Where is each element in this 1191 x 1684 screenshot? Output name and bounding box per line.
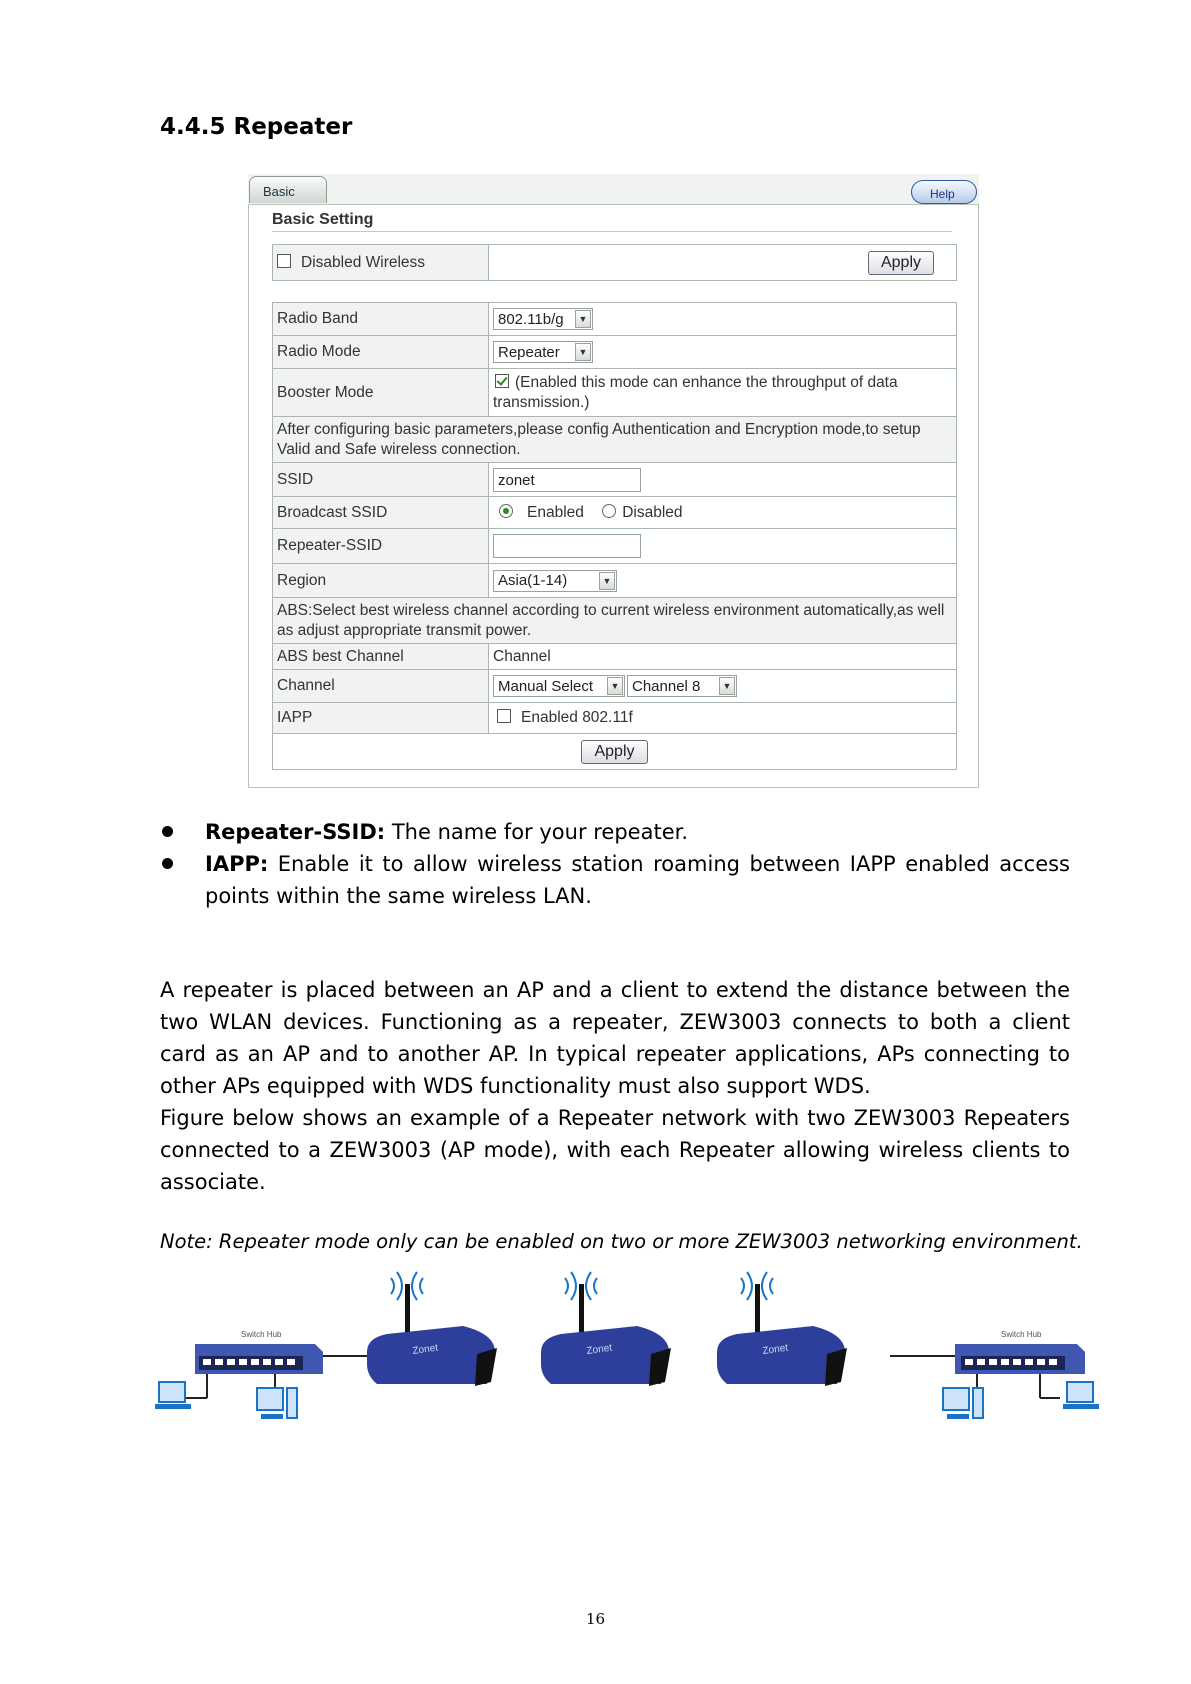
panel-title: Basic Setting — [272, 211, 952, 232]
router-repeater-icon — [541, 1272, 671, 1386]
iapp-cell — [489, 703, 957, 734]
desktop-computer-icon — [943, 1388, 983, 1419]
apply-cell — [489, 245, 957, 281]
repeater-ssid-input[interactable] — [493, 534, 641, 558]
radio-mode-cell — [489, 336, 957, 369]
region-cell — [489, 564, 957, 598]
channel-label: Channel — [273, 670, 489, 703]
disabled-wireless-cell — [273, 245, 489, 281]
radio-mode-select[interactable]: Repeater ▼ — [493, 341, 593, 363]
bullet-term: Repeater-SSID: — [205, 820, 386, 844]
disable-wireless-table — [272, 244, 957, 281]
broadcast-ssid-label: Broadcast SSID — [273, 497, 489, 529]
router-logo: Zonet — [411, 1342, 439, 1357]
booster-mode-cell — [489, 369, 957, 417]
ssid-label: SSID — [273, 463, 489, 497]
region-label: Region — [273, 564, 489, 598]
radio-mode-label: Radio Mode — [273, 336, 489, 369]
desktop-computer-icon — [257, 1388, 297, 1419]
booster-mode-checkbox[interactable] — [495, 374, 509, 388]
router-repeater-icon — [717, 1272, 847, 1386]
paragraph-repeater-intro: A repeater is placed between an AP and a client to extend the distance between the two WLAN devices. Functioning as a repeater, ZEW3003 connects to both a client card as an AP and to another AP. In typical repeater applications, APs connecting to other APs equipped with WDS functionality must also support WDS. — [160, 978, 1070, 1098]
repeater-ssid-label: Repeater-SSID — [273, 529, 489, 564]
iapp-label: IAPP — [273, 703, 489, 734]
chevron-down-icon: ▼ — [599, 572, 615, 590]
radio-band-cell — [489, 303, 957, 336]
bullet-text: The name for your repeater. — [385, 820, 689, 844]
switch-hub-right-icon — [955, 1344, 1085, 1374]
switch-hub-left-icon — [195, 1344, 323, 1374]
apply-button-top[interactable]: Apply — [868, 251, 934, 275]
router-logo: Zonet — [585, 1342, 613, 1357]
iapp-checkbox[interactable] — [497, 709, 511, 723]
chevron-down-icon: ▼ — [575, 310, 591, 328]
disabled-wireless-label: Disabled Wireless — [301, 253, 426, 271]
chevron-down-icon: ▼ — [607, 677, 623, 695]
channel-cell — [489, 670, 957, 703]
radio-band-label: Radio Band — [273, 303, 489, 336]
settings-table — [272, 302, 957, 770]
broadcast-ssid-cell — [489, 497, 957, 529]
broadcast-disabled-label: Disabled — [622, 503, 683, 521]
config-note: After configuring basic parameters,please config Authentication and Encryption mode,to setup Valid and Safe wireless connection. — [273, 417, 957, 463]
abs-best-channel-value: Channel — [489, 644, 957, 670]
router-ap-icon — [367, 1272, 497, 1386]
body-paragraph — [160, 974, 1070, 1198]
channel-mode-select[interactable]: Manual Select ▼ — [493, 675, 625, 697]
radio-band-select[interactable]: 802.11b/g ▼ — [493, 308, 593, 330]
booster-mode-label: Booster Mode — [273, 369, 489, 417]
list-item — [160, 816, 1070, 848]
page-number: 16 — [585, 1610, 606, 1628]
paragraph-figure-description: Figure below shows an example of a Repeater network with two ZEW3003 Repeaters connected to a ZEW3003 (AP mode), with each Repeater allowing wireless clients to associate. — [160, 1106, 1070, 1194]
router-settings-screenshot — [248, 174, 979, 788]
switch-hub-label-right: Switch Hub — [1001, 1330, 1042, 1339]
ssid-cell — [489, 463, 957, 497]
laptop-icon — [1063, 1382, 1099, 1409]
help-button[interactable]: Help — [911, 180, 977, 204]
apply-bottom-cell — [273, 734, 957, 770]
tab-basic[interactable]: Basic — [249, 176, 327, 203]
apply-button-bottom[interactable]: Apply — [581, 740, 647, 764]
iapp-option-label: Enabled 802.11f — [521, 709, 633, 726]
router-logo: Zonet — [761, 1342, 789, 1357]
switch-hub-label-left: Switch Hub — [241, 1330, 282, 1339]
bullet-term: IAPP: — [205, 852, 269, 876]
broadcast-enabled-label: Enabled — [527, 503, 584, 521]
bullet-list — [160, 816, 1070, 912]
list-item — [160, 848, 1070, 912]
booster-mode-desc: (Enabled this mode can enhance the throughput of data transmission.) — [493, 373, 898, 411]
chevron-down-icon: ▼ — [719, 677, 735, 695]
laptop-icon — [155, 1382, 191, 1409]
broadcast-disabled-radio[interactable] — [602, 504, 616, 518]
repeater-ssid-cell — [489, 529, 957, 564]
repeater-network-diagram — [155, 1264, 1115, 1444]
channel-number-select[interactable]: Channel 8 ▼ — [627, 675, 737, 697]
broadcast-enabled-radio[interactable] — [499, 504, 513, 518]
abs-best-channel-label: ABS best Channel — [273, 644, 489, 670]
note-text: Note: Repeater mode only can be enabled on two or more ZEW3003 networking environment. — [160, 1230, 1083, 1253]
disabled-wireless-checkbox[interactable] — [277, 254, 291, 268]
abs-note: ABS:Select best wireless channel according to current wireless environment automatically,as well as adjust appropriate transmit power. — [273, 598, 957, 644]
ssid-input[interactable]: zonet — [493, 468, 641, 492]
section-heading: 4.4.5 Repeater — [160, 114, 353, 140]
bullet-text: Enable it to allow wireless station roaming between IAPP enabled access points within the same wireless LAN. — [205, 852, 1070, 908]
chevron-down-icon: ▼ — [575, 343, 591, 361]
region-select[interactable]: Asia(1-14) ▼ — [493, 570, 617, 592]
